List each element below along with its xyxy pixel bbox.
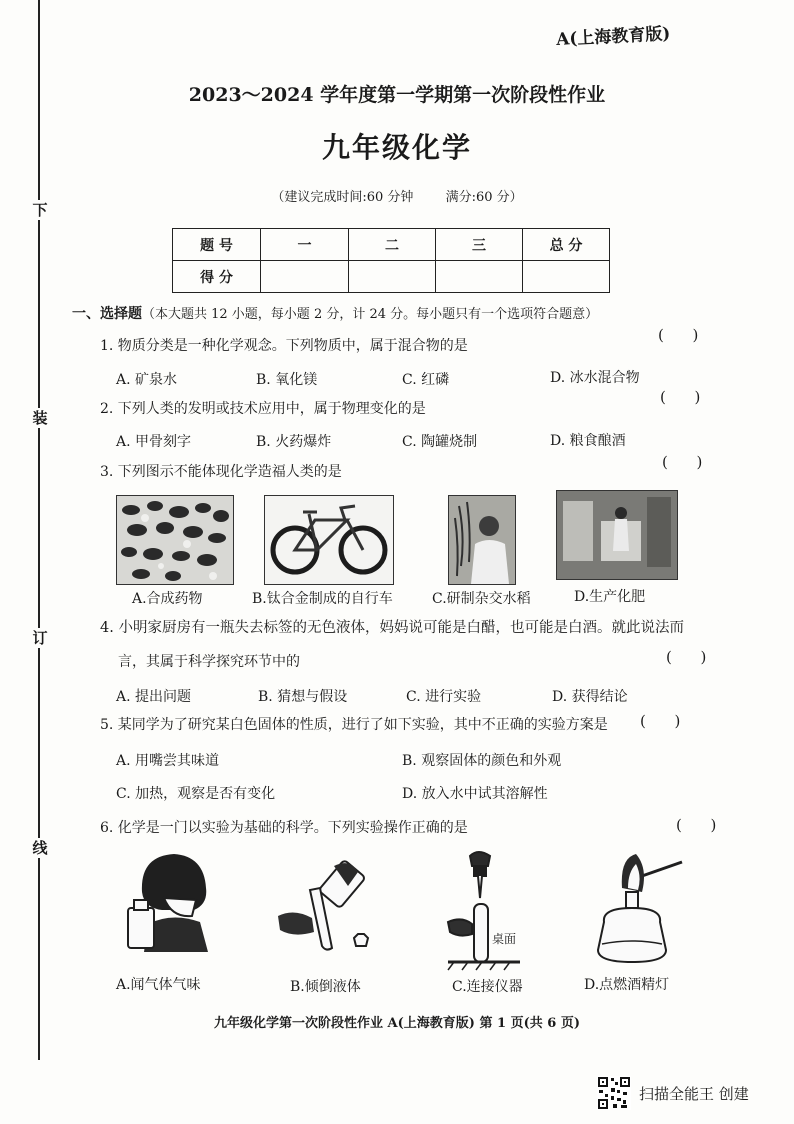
answer-bracket[interactable]: ( )	[666, 648, 707, 666]
answer-bracket[interactable]: ( )	[660, 388, 701, 406]
q5-option-c: C. 加热，观察是否有变化	[116, 786, 276, 802]
question-4-stem: 4. 小明家厨房有一瓶失去标签的无色液体，妈妈说可能是白醋，也可能是白酒。就此说法而	[100, 620, 684, 636]
fertilizer-factory-photo	[556, 490, 678, 580]
q3-caption-a: A.合成药物	[132, 591, 203, 607]
question-6-stem: 6. 化学是一门以实验为基础的科学。下列实验操作正确的是	[100, 820, 468, 836]
question-3-stem: 3. 下列图示不能体现化学造福人类的是	[100, 464, 342, 480]
binding-mark-ding: 订	[30, 628, 50, 648]
score-table-header: 一	[261, 229, 349, 261]
score-cell[interactable]	[436, 261, 523, 293]
q4-option-b: B. 猜想与假设	[258, 689, 348, 705]
score-cell[interactable]	[349, 261, 436, 293]
score-row-label: 得 分	[173, 261, 261, 293]
score-table-header: 三	[436, 229, 523, 261]
q6-caption-a: A.闻气体气味	[116, 977, 201, 993]
q1-option-d: D. 冰水混合物	[550, 370, 640, 386]
qr-code-icon	[597, 1076, 631, 1110]
q5-option-d: D. 放入水中试其溶解性	[402, 786, 548, 802]
q3-caption-b: B.钛合金制成的自行车	[252, 591, 393, 607]
binding-mark-zhuang: 装	[30, 408, 50, 428]
q3-caption-d: D.生产化肥	[574, 589, 646, 605]
score-table-header: 题 号	[173, 229, 261, 261]
answer-bracket[interactable]: ( )	[658, 326, 699, 344]
q2-option-b: B. 火药爆炸	[256, 434, 332, 450]
q6-caption-d: D.点燃酒精灯	[584, 977, 670, 993]
score-table-header: 总 分	[523, 229, 610, 261]
scanner-label: 扫描全能王 创建	[639, 1084, 749, 1103]
answer-bracket[interactable]: ( )	[640, 712, 681, 730]
bicycle-photo	[264, 495, 394, 585]
suggested-time: （建议完成时间:60 分钟	[271, 190, 414, 205]
desk-label: 桌面	[492, 932, 517, 946]
question-4-stem-continued: 言，其属于科学探究环节中的	[118, 654, 300, 670]
q6-caption-c: C.连接仪器	[452, 979, 523, 995]
q4-option-a: A. 提出问题	[116, 689, 192, 705]
q2-option-d: D. 粮食酿酒	[550, 433, 626, 449]
q5-option-b: B. 观察固体的颜色和外观	[402, 753, 562, 769]
school-year-heading: 2023～2024 学年度第一学期第一次阶段性作业	[188, 84, 606, 106]
q4-option-d: D. 获得结论	[552, 689, 628, 705]
q6-caption-b: B.倾倒液体	[290, 979, 361, 995]
section-heading	[72, 304, 598, 325]
alcohol-lamp-drawing	[592, 852, 686, 970]
question-1-stem: 1. 物质分类是一种化学观念。下列物质中，属于混合物的是	[100, 338, 468, 354]
binding-mark-xia: 下	[30, 200, 50, 220]
question-2-stem: 2. 下列人类的发明或技术应用中，属于物理变化的是	[100, 401, 426, 417]
edition-label: A(上海教育版)	[555, 24, 671, 50]
q2-option-c: C. 陶罐烧制	[402, 434, 478, 450]
page-footer: 九年级化学第一次阶段性作业 A(上海教育版) 第 1 页(共 6 页)	[214, 1016, 580, 1031]
score-table	[172, 228, 610, 293]
section-title: 一、选择题	[72, 306, 142, 322]
score-table-header: 二	[349, 229, 436, 261]
section-instructions: （本大题共 12 小题，每小题 2 分，计 24 分。每小题只有一个选项符合题意）	[142, 307, 599, 322]
pills-photo	[116, 495, 234, 585]
q1-option-c: C. 红磷	[402, 372, 450, 388]
full-score: 满分:60 分）	[445, 190, 523, 205]
scanner-watermark	[597, 1076, 749, 1110]
q4-option-c: C. 进行实验	[406, 689, 482, 705]
binding-mark-xian: 线	[30, 838, 50, 858]
connect-apparatus-drawing	[444, 850, 528, 974]
score-cell[interactable]	[523, 261, 610, 293]
score-cell[interactable]	[261, 261, 349, 293]
q3-caption-c: C.研制杂交水稻	[432, 591, 531, 607]
timing-info	[0, 186, 794, 205]
question-5-stem: 5. 某同学为了研究某白色固体的性质，进行了如下实验，其中不正确的实验方案是	[100, 717, 608, 733]
smell-gas-drawing	[122, 848, 218, 956]
answer-bracket[interactable]: ( )	[662, 453, 703, 471]
page-title: 九年级化学	[321, 131, 472, 164]
q2-option-a: A. 甲骨刻字	[116, 434, 192, 450]
q1-option-a: A. 矿泉水	[116, 372, 178, 388]
q1-option-b: B. 氧化镁	[256, 372, 318, 388]
rice-scientist-photo	[448, 495, 516, 585]
q5-option-a: A. 用嘴尝其味道	[116, 753, 220, 769]
pour-liquid-drawing	[274, 860, 378, 956]
answer-bracket[interactable]: ( )	[676, 816, 717, 834]
